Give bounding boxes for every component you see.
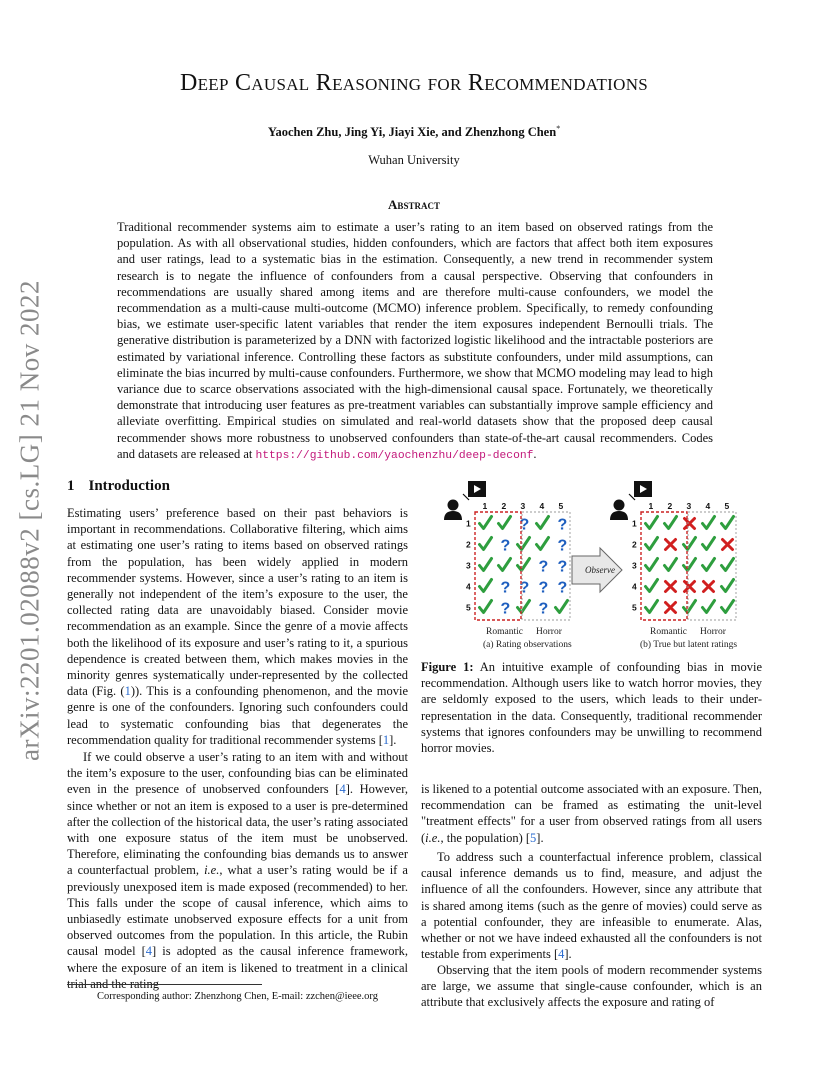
check-icon	[480, 601, 492, 613]
check-icon	[665, 559, 677, 571]
abstract-text: Traditional recommender systems aim to estimate a user’s rating to an item based on observed ratings from the population. As with all observational studies, hidden confounders, which are factors that affect both item exposures and user ratings, lead to a systematic bias in the estimation. Consequently, a new trend in recommender system research is to negate the influence of confounders from a causal perspective. Observing that confounders in recommendations are usually shared among items and are therefore multi-cause confounders, we model the recommendation as a multi-cause multi-outcome (MCMO) inference problem. Specifically, to remedy confounding bias, we estimate user-specific latent variables that render the item exposures independent Bernoulli trials. The generative distribution is parameterized by a DNN with factorized logistic likelihood and the intractable posteriors are estimated by variational inference. Controlling these factors as substitute confounders, under mild assumptions, can eliminate the bias incurred by multi-cause confounders. Furthermore, we show that MCMO modeling may lead to high variance due to scarce observations associated with the high-dimensional causal space. Fortunately, we theoretically demonstrate that introducing user features as pre-treatment variables can substantially improve sample efficiency and alleviate overfitting. Empirical studies on simulated and real-world datasets show that the proposed deep causal recommender shows more robustness to unobserved confounders than state-of-the-art causal recommenders. Codes and datasets are released at	[117, 220, 713, 461]
citation-link[interactable]: 4	[145, 944, 153, 959]
check-icon	[703, 517, 715, 529]
question-icon: ?	[519, 579, 530, 597]
affiliation: Wuhan University	[368, 153, 460, 167]
movie-icon	[629, 481, 652, 500]
row-number: 4	[466, 581, 471, 592]
column-number: 1	[482, 501, 488, 511]
intro-p2-text-d: ] is adopted as the causal inference framework, where the exposure of an item is likened to treatment in a clinical trial and the rating	[67, 944, 409, 991]
row-number: 2	[466, 539, 471, 550]
row-number: 5	[466, 602, 471, 613]
column-number: 3	[686, 501, 692, 511]
user-icon	[444, 500, 462, 521]
section-heading-introduction	[67, 478, 170, 495]
row-number: 1	[466, 518, 471, 529]
figure-1	[438, 478, 748, 650]
check-icon	[722, 559, 734, 571]
arxiv-side-stamp: arXiv:2201.02088v2 [cs.LG] 21 Nov 2022	[14, 280, 45, 761]
row-number: 3	[632, 560, 637, 571]
corresponding-author-mark: *	[556, 124, 561, 133]
citation-link[interactable]: 1	[382, 732, 390, 747]
cross-icon	[666, 582, 676, 592]
row-number: 4	[632, 581, 637, 592]
author-names: Yaochen Zhu, Jing Yi, Jiayi Xie, and Zhenzhong Chen	[267, 125, 557, 140]
footnote: Corresponding author: Zhenzhong Chen, E-mail: zzchen@ieee.org	[97, 991, 378, 1002]
subcaption-a: (a) Rating observations	[483, 640, 572, 650]
check-icon	[537, 517, 549, 529]
check-icon	[646, 538, 658, 550]
column-number: 3	[520, 501, 526, 511]
right-p1-ie: i.e.,	[425, 830, 444, 845]
right-p2-text-a: To address such a counterfactual inference problem, classical causal inference demands us to find, measure, and adjust the influence of all the confounders. However, since any attribute that is shared among items (such as the genre of movies) could serve as a potential confounder, they are infeasible to enumerate. Alas, whether or not we have indeed exhausted all the confounders is not testable from experiments [	[421, 850, 762, 962]
check-icon	[480, 580, 492, 592]
cross-icon	[685, 582, 695, 592]
check-icon	[480, 559, 492, 571]
panel-a	[444, 481, 572, 650]
romantic-label-b: Romantic	[650, 627, 687, 637]
observe-label: Observe	[585, 565, 615, 575]
horror-label-b: Horror	[700, 627, 726, 637]
check-icon	[703, 601, 715, 613]
row-number: 3	[466, 560, 471, 571]
figure-ref-link[interactable]: 1	[124, 684, 131, 699]
section-title: Introduction	[88, 478, 170, 494]
right-p3-text: Observing that the item pools of modern recommender systems are large, we assume that single-cause confounder, which is an attribute that exclusively affects the exposure and rating of	[421, 963, 762, 1010]
footnote-rule	[67, 984, 262, 985]
paper-title: Deep Causal Reasoning for Recommendations	[179, 70, 649, 96]
abstract-body: Traditional recommender systems aim to estimate a user’s rating to an item based on observed ratings from the population. As with all observational studies, hidden confounders, which are factors that affect both item exposures and user ratings, lead to a systematic bias in the estimation. Consequently, a new trend in recommender system research is to negate the influence of confounders from a causal perspective. Observing that confounders in recommendations are usually shared among items and are therefore multi-cause confounders, we model the recommendation as a multi-cause multi-outcome (MCMO) inference problem. Specifically, to remedy confounding bias, we estimate user-specific latent variables that render the item exposures independent Bernoulli trials. The generative distribution is parameterized by a DNN with factorized logistic likelihood and the intractable posteriors are estimated by variational inference. Controlling these factors as substitute confounders, under mild assumptions, can eliminate the bias incurred by multi-cause confounders. Furthermore, we show that MCMO modeling may lead to high variance due to scarce observations associated with the high-dimensional causal space. Fortunately, we theoretically demonstrate that introducing user features as pre-treatment variables can substantially improve sample efficiency and alleviate overfitting. Empirical studies on simulated and real-world datasets show that the proposed deep causal recommender shows more robustness to unobserved confounders than state-of-the-art causal recommenders. Codes and datasets are released at https://github.com/yaochenzhu/deep-deconf.	[117, 220, 713, 462]
column-number: 4	[539, 501, 545, 511]
column-number: 2	[667, 501, 673, 511]
cross-icon	[723, 540, 733, 550]
check-icon	[518, 559, 530, 571]
cross-icon	[704, 582, 714, 592]
row-number: 1	[632, 518, 637, 529]
cross-icon	[666, 540, 676, 550]
citation-link[interactable]: 4	[558, 947, 565, 962]
question-icon: ?	[538, 558, 549, 576]
column-number: 1	[648, 501, 654, 511]
check-icon	[722, 601, 734, 613]
check-icon	[703, 538, 715, 550]
abstract-heading: Abstract	[388, 197, 440, 212]
cross-icon	[685, 519, 695, 529]
intro-p2-text-a: If we could observe a user’s rating to an item with and without the item’s exposure to the user, confounding bias can be eliminated even in the presence of unobserved confounders [	[67, 750, 408, 797]
column-number: 5	[558, 501, 564, 511]
intro-p2-text-c: what a user’s rating would be if a previously unexposed item is made exposed (recommended) to her. This falls under the scope of causal inference, which aims to unbiasedly estimate unobserved exposure effects for a unit from observed outcomes from the population. In this article, the Rubin causal model [	[67, 863, 408, 959]
author-list	[0, 124, 828, 140]
check-icon	[480, 517, 492, 529]
cross-icon	[666, 603, 676, 613]
observe-arrow	[572, 548, 622, 592]
check-icon	[722, 580, 734, 592]
check-icon	[556, 601, 568, 613]
check-icon	[684, 559, 696, 571]
column-number: 2	[501, 501, 507, 511]
figure-caption-label: Figure 1:	[421, 660, 474, 674]
check-icon	[646, 580, 658, 592]
question-icon: ?	[557, 516, 568, 534]
intro-p1-text-b: )). This is a confounding phenomenon, and the movie genre is one of the confounders. Ignoring such confounders could lead to systematic confounding bias that degenerates the recommendation quality for traditional recommender systems [	[67, 684, 408, 747]
citation-link[interactable]: 5	[530, 830, 537, 845]
check-icon	[646, 559, 658, 571]
user-icon	[610, 500, 628, 521]
right-p1-text-c: ].	[536, 830, 544, 845]
intro-p1-text-a: Estimating users’ preference based on their past behaviors is important in recommendations. Collaborative filtering, which aims at estimating one user’s rating to items based on observed ratings from the population, has been widely applied in modern recommender systems. However, since a user’s rating to an item is generally not independent of the item’s exposure to the user, the collected rating data are unavoidably biased. Consider movie recommendation as an example. Since the genre of a movie affects both the likelihood of its exposure and user’s rating to it, a spurious dependence is created between them, which makes movies in the minority genres systematically under-represented by the collected data (Fig. (	[67, 506, 408, 699]
panel-b	[610, 481, 737, 650]
right-p1-text-b: the population) [	[443, 830, 531, 845]
intro-p2-text-b: ]. However, since whether or not an item is exposed to a user is pre-determined after the collection of the historical data, the user’s rating associated with one exposure status of the item must be unobserved. Therefore, eliminating the confounding bias demands us to answer a counterfactual problem,	[67, 782, 409, 878]
subcaption-b: (b) True but latent ratings	[640, 640, 738, 650]
question-icon: ?	[538, 600, 549, 618]
column-number: 5	[724, 501, 730, 511]
figure-caption-text: An intuitive example of confounding bias in movie recommendation. Although users like to watch horror movies, they are seldomly exposed to the users, which leads to their under-representation in the data. Consequently, traditional recommender systems that ignores confounders may be unwilling to recommend horror movies.	[421, 660, 762, 756]
intro-p2-ie: i.e.,	[204, 863, 223, 878]
horror-label-a: Horror	[536, 627, 562, 637]
check-icon	[646, 517, 658, 529]
question-icon: ?	[557, 579, 568, 597]
question-icon: ?	[500, 537, 511, 555]
check-icon	[537, 538, 549, 550]
citation-link[interactable]: 4	[339, 782, 346, 797]
intro-p1-text-c: ].	[389, 732, 397, 747]
right-paragraph-1	[421, 781, 762, 846]
check-icon	[499, 559, 511, 571]
check-icon	[518, 538, 530, 550]
right-paragraph-2	[421, 849, 762, 962]
right-p1-text-a: is likened to a potential outcome associated with an exposure. Then, recommendation can be framed as estimating the unit-level "treatment effects" for a user from observed ratings from all users (	[421, 782, 762, 845]
section-number: 1	[67, 478, 75, 494]
question-icon: ?	[557, 558, 568, 576]
intro-paragraph-1	[67, 505, 408, 748]
question-icon: ?	[538, 579, 549, 597]
column-number: 4	[705, 501, 711, 511]
movie-icon	[463, 481, 486, 500]
check-icon	[684, 601, 696, 613]
check-icon	[480, 538, 492, 550]
check-icon	[684, 538, 696, 550]
intro-paragraph-2	[67, 749, 408, 992]
row-number: 2	[632, 539, 637, 550]
check-icon	[665, 517, 677, 529]
question-icon: ?	[500, 600, 511, 618]
check-icon	[499, 517, 511, 529]
check-icon	[646, 601, 658, 613]
figure-caption	[421, 659, 762, 756]
check-icon	[722, 517, 734, 529]
question-icon: ?	[557, 537, 568, 555]
question-icon: ?	[519, 516, 530, 534]
check-icon	[703, 559, 715, 571]
row-number: 5	[632, 602, 637, 613]
question-icon: ?	[500, 579, 511, 597]
check-icon	[518, 601, 530, 613]
romantic-label-a: Romantic	[486, 627, 523, 637]
right-paragraph-3	[421, 962, 762, 1011]
code-link[interactable]: https://github.com/yaochenzhu/deep-deconf	[255, 449, 534, 462]
right-p2-text-b: ].	[564, 947, 572, 962]
